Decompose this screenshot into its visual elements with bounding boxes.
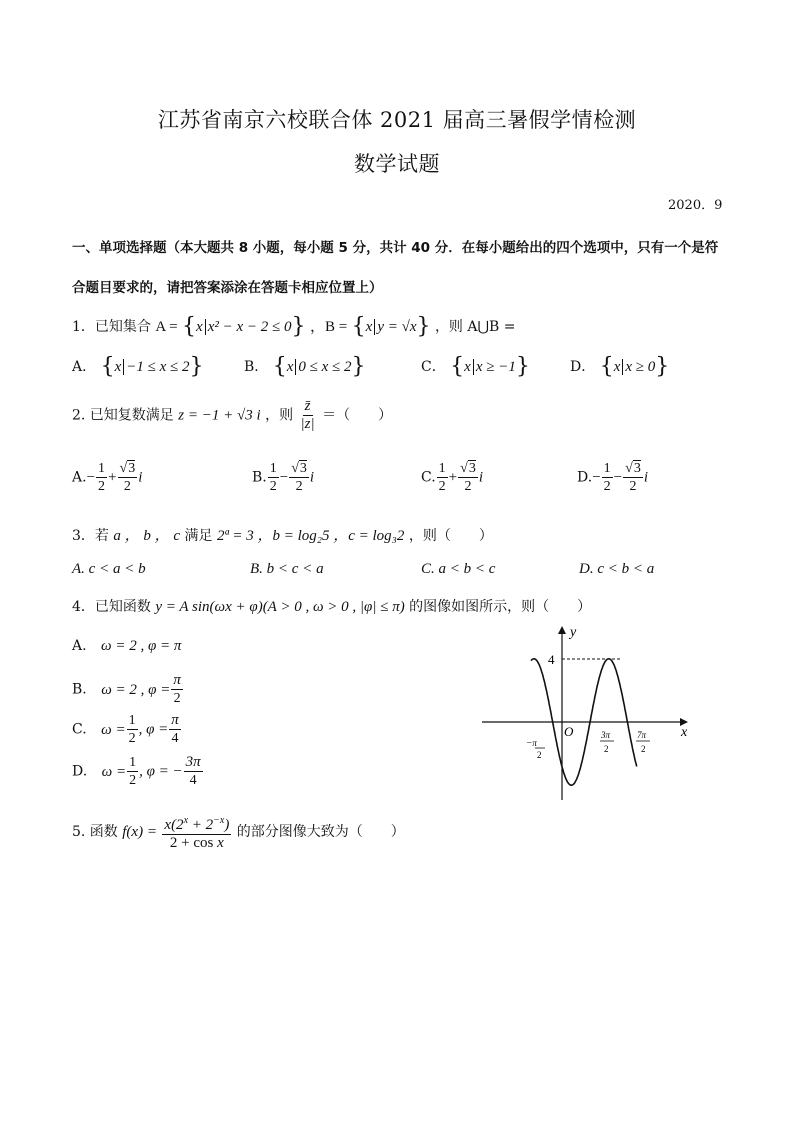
- tick-label-7pi-half: 7π: [637, 730, 647, 740]
- q4-option-a-text: ω = 2 , φ = π: [101, 638, 182, 654]
- q2-option-c: C. $\frac{1}{2}$ + $\frac{√3}{2}$ i: [421, 461, 483, 494]
- question-1: 1．已知集合 A = {x x² − x − 2 ≤ 0} ，B = {x y = √x} ，则 A⋃B =: [72, 314, 516, 339]
- svg-text:2: 2: [641, 744, 646, 754]
- q1-option-b-text: 0 ≤ x ≤ 2: [298, 359, 352, 375]
- q1-prefix: 1．已知集合: [72, 319, 151, 335]
- q4-option-c-label: C.: [72, 721, 87, 738]
- exam-title: 江苏省南京六校联合体 2021 届高三暑假学情检测: [157, 108, 637, 132]
- question-3: [72, 524, 493, 545]
- q5-tail: 的部分图像大致为（ ）: [236, 824, 405, 840]
- q2-mid: ，则: [265, 407, 294, 424]
- q2-option-c-label: C.: [421, 469, 436, 486]
- q3-option-d: D. c < b < a: [579, 561, 655, 577]
- q5-fraction: $\frac{x(2^x + 2^{-x})}{\text{2 + cos x}}$: [162, 812, 231, 852]
- q4-option-b: B. ω = 2 , φ = $\frac{\pi}{2}$: [72, 672, 181, 706]
- q1-option-c: C． {x x ≥ −1}: [421, 354, 530, 379]
- tick-label-3pi-half: 3π: [601, 730, 611, 740]
- origin-label: O: [564, 724, 574, 739]
- section-heading-line1: 一、单项选择题（本大题共 8 小题，每小题 5 分，共计 40 分．在每小题给出的四个选项中，只有一个是符: [72, 240, 719, 256]
- question-4: [72, 596, 591, 616]
- y-axis-arrow: [558, 626, 566, 634]
- q3-tail: ，则（ ）: [408, 528, 493, 544]
- q4-option-b-label: B.: [72, 681, 87, 698]
- q5-function-name: f(x) =: [122, 824, 157, 840]
- q4-prefix: 4．已知函数: [72, 599, 151, 615]
- q4-expression: y = A sin(ωx + φ)(A > 0 , ω > 0 , |φ| ≤ π): [155, 599, 405, 615]
- q2-expression: z = −1 + √3 i: [178, 407, 261, 424]
- q2-tail: ＝（ ）: [322, 407, 393, 424]
- q1-option-c-text: x ≥ −1: [475, 359, 516, 375]
- x-axis-label: x: [681, 725, 688, 740]
- q3-mid: 满足: [184, 528, 213, 544]
- q1-set-b-name: ，B =: [309, 319, 348, 335]
- q4-option-a: [72, 638, 181, 655]
- exam-date: 2020．9: [668, 198, 723, 213]
- sine-graph: [478, 618, 698, 808]
- amplitude-label: 4: [548, 652, 555, 667]
- question-2: [72, 398, 392, 433]
- q2-option-a-label: A.: [72, 469, 87, 486]
- q1-option-d: D． {x x ≥ 0}: [570, 354, 670, 379]
- q3-option-a: A. c < a < b: [72, 561, 146, 577]
- q4-option-d-label: D.: [72, 763, 88, 780]
- q4-option-a-label: A.: [72, 638, 87, 654]
- section-heading-line2: 合题目要求的，请把答案添涂在答题卡相应位置上）: [72, 280, 383, 296]
- exam-subtitle: 数学试题: [354, 152, 440, 176]
- q1-tail: ，则 A⋃B =: [434, 319, 516, 335]
- q2-fraction: $\frac{z̄}{|z|}$: [300, 398, 315, 432]
- svg-text:2: 2: [604, 744, 609, 754]
- q2-option-a: A.− $\frac{1}{2}$ + $\frac{√3}{2}$ i: [72, 461, 143, 494]
- q3-option-b: B. b < c < a: [250, 561, 324, 577]
- q1-option-a-label: A．: [72, 359, 97, 375]
- q1-option-a-text: −1 ≤ x ≤ 2: [126, 359, 190, 375]
- q3-prefix: 3．若: [72, 528, 109, 544]
- tick-label-neg-pi-half: −π: [526, 738, 537, 749]
- q2-option-b-label: B.: [252, 469, 267, 486]
- q3-expression: 2ª = 3 ，b = log₂5 ，c = log₃2: [216, 528, 405, 544]
- question-5: [72, 812, 405, 852]
- q1-option-b: B． {x 0 ≤ x ≤ 2}: [244, 354, 366, 379]
- q4-tail: 的图像如图所示，则（ ）: [409, 599, 592, 615]
- q2-option-b: B. $\frac{1}{2}$ − $\frac{√3}{2}$ i: [252, 461, 315, 494]
- q4-option-c: C. ω = $\frac{1}{2}$ , φ = $\frac{\pi}{4}$: [72, 712, 179, 746]
- q1-option-a: A． {x −1 ≤ x ≤ 2}: [72, 354, 204, 379]
- q1-option-c-label: C．: [421, 359, 446, 375]
- q3-variables: a ， b ， c: [113, 528, 181, 544]
- q2-prefix: 2. 已知复数满足: [72, 407, 174, 424]
- q2-option-d-label: D.: [577, 469, 593, 486]
- q1-option-d-text: x ≥ 0: [625, 359, 656, 375]
- q1-set-a-condition: x² − x − 2 ≤ 0: [207, 319, 292, 335]
- q1-option-d-label: D．: [570, 359, 596, 375]
- q3-option-c: C. a < b < c: [421, 561, 496, 577]
- q2-option-d: D.− $\frac{1}{2}$ − $\frac{√3}{2}$ i: [577, 461, 648, 494]
- svg-text:2: 2: [537, 750, 542, 760]
- q1-set-a-name: A =: [155, 319, 178, 335]
- q4-option-d: D. ω = $\frac{1}{2}$ , φ = − $\frac{3\pi}{4}$: [72, 754, 201, 788]
- q1-set-b-condition: y = √x: [377, 319, 417, 335]
- q5-prefix: 5. 函数: [72, 824, 118, 840]
- q1-option-b-label: B．: [244, 359, 269, 375]
- y-axis-label: y: [570, 625, 577, 640]
